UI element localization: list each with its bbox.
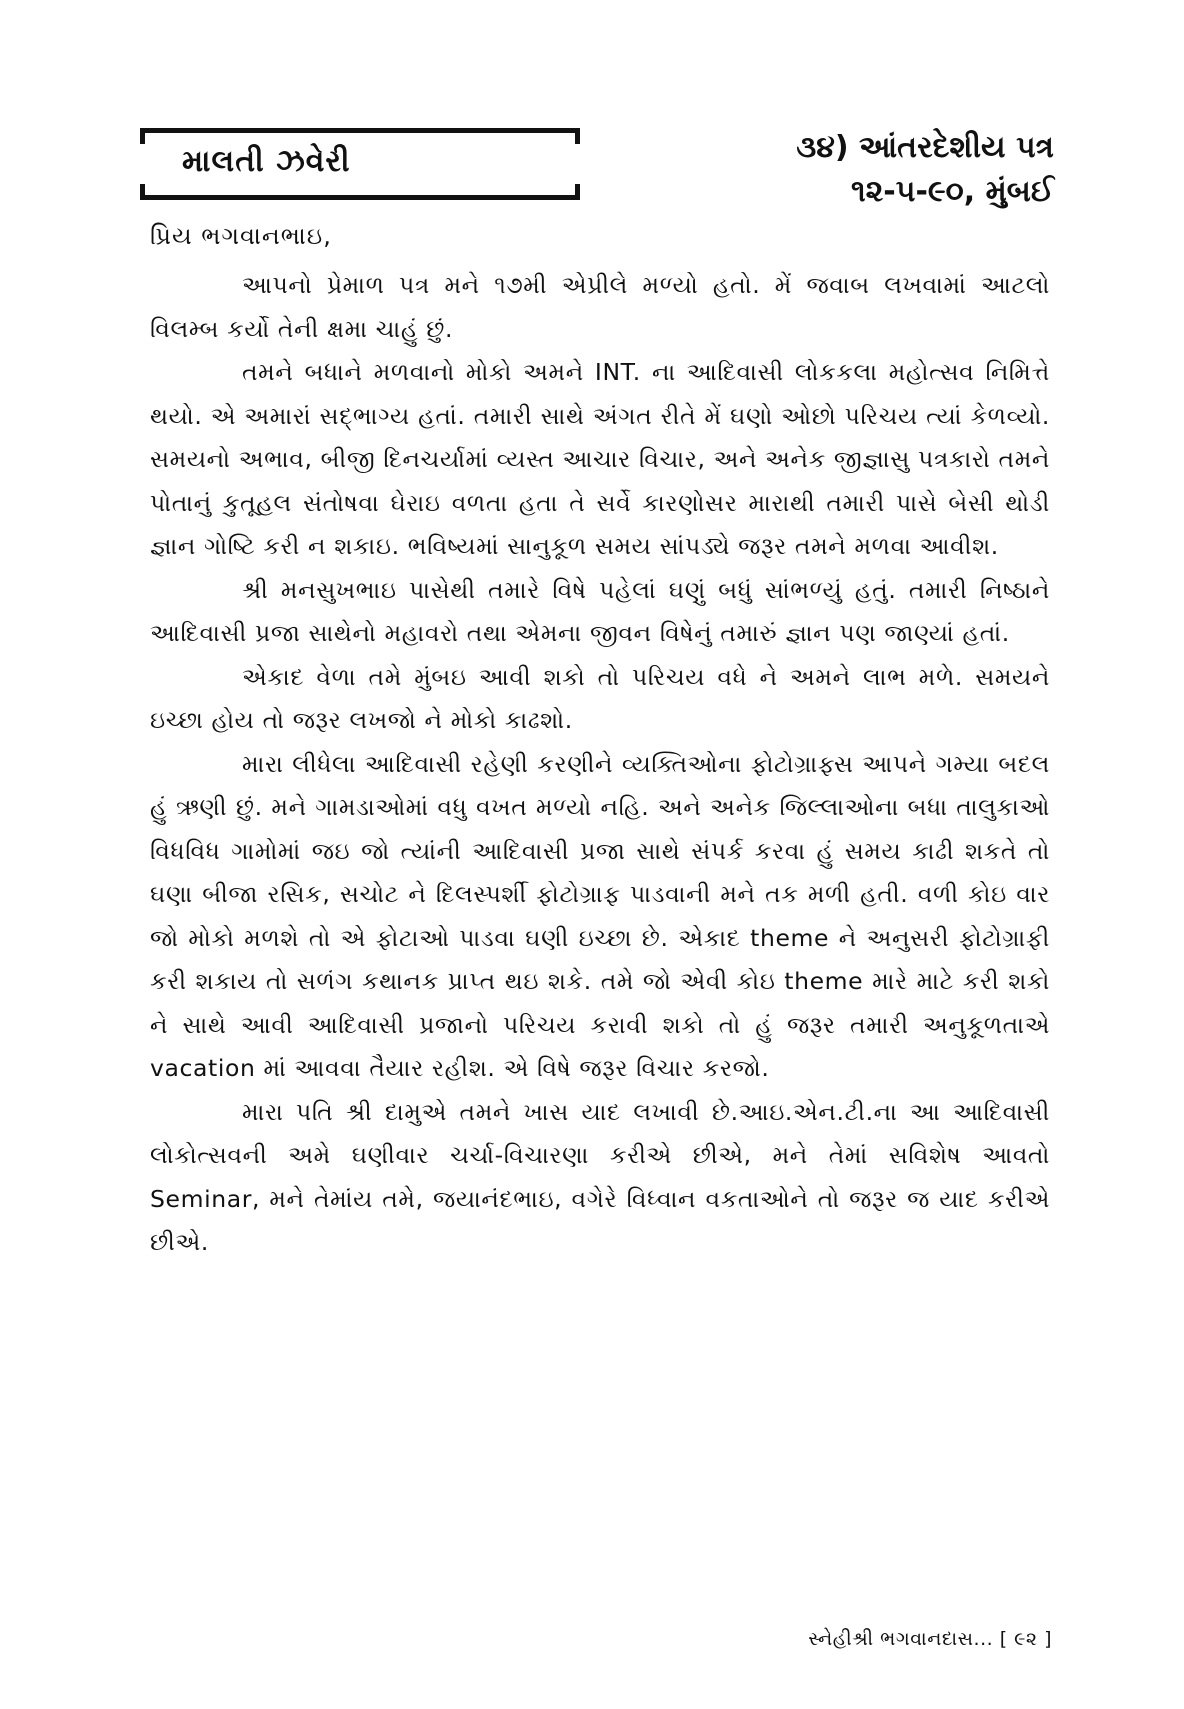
page-footer: સ્નેહીશ્રી ભગવાનદાસ... [ ૯૨ ] xyxy=(808,1628,1052,1650)
paragraph: શ્રી મનસુખભાઇ પાસેથી તમારે વિષે પહેલાં ઘણું બધું સાંભળ્યું હતું. તમારી નિષ્ઠાને આદિવાસી પ્રજા સાથેનો મહાવરો તથા એમના જીવન વિષેનું તમારું જ્ઞાન પણ જાણ્યાં હતાં. xyxy=(150,575,1050,647)
paragraph: મારા લીધેલા આદિવાસી રહેણી કરણીને વ્યક્તિઓના ફોટોગ્રાફ્સ આપને ગમ્યા બદલ હું ઋણી છું. મને ગામડાઓમાં વધુ વખત મળ્યો નહિ. અને અનેક જિલ્લાઓના બધા તાલુકાઓ વિધવિધ ગામોમાં જઇ જો ત્યાંની આદિવાસી પ્રજા સાથે સંપર્ક કરવા હું સમય કાઢી શકતે તો ઘણા બીજા રસિક, સચોટ ને દિલસ્પર્શી ફોટોગ્રાફ પાડવાની મને તક મળી હતી. વળી કોઇ વાર જો મોકો મળશે તો એ ફોટાઓ પાડવા ઘણી ઇચ્છા છે. એકાદ theme ને અનુસરી ફોટોગ્રાફી કરી શકાય તો સળંગ કથાનક પ્રાપ્ત થઇ શકે. તમે જો એવી કોઇ theme મારે માટે કરી શકો ને સાથે આવી આદિવાસી પ્રજાનો પરિચય કરાવી શકો તો હું જરૂર તમારી અનુકૂળતાએ vacation માં આવવા તૈયાર રહીશ. એ વિષે જરૂર વિચાર કરજો. xyxy=(150,749,1050,1082)
corner-tick xyxy=(140,128,145,144)
author-name-box xyxy=(140,128,580,200)
letter-header xyxy=(796,126,1054,214)
paragraph: આપનો પ્રેમાળ પત્ર મને ૧૭મી એપ્રીલે મળ્યો હતો. મેં જવાબ લખવામાં આટલો વિલમ્બ કર્યો તેની ક્ષમા ચાહું છું. xyxy=(150,271,1050,343)
letter-date-place: ૧૨-૫-૯૦, મુંબઈ xyxy=(850,174,1054,209)
corner-tick xyxy=(575,128,580,144)
paragraph: તમને બધાને મળવાનો મોકો અમને INT. ના આદિવાસી લોકકલા મહોત્સવ નિમિત્તે થયો. એ અમારાં સદ્ભાગ્ય હતાં. તમારી સાથે અંગત રીતે મેં ઘણો ઓછો પરિચય ત્યાં કેળવ્યો. સમયનો અભાવ, બીજી દિનચર્યામાં વ્યસ્ત આચાર વિચાર, અને અનેક જીજ્ઞાસુ પત્રકારો તમને પોતાનું કુતૂહલ સંતોષવા ઘેરાઇ વળતા હતા તે સર્વે કારણોસર મારાથી તમારી પાસે બેસી થોડી જ્ઞાન ગોષ્ટિ કરી ન શકાઇ. ભવિષ્યમાં સાનુકૂળ સમય સાંપડ્યે જરૂર તમને મળવા આવીશ. xyxy=(150,358,1050,560)
paragraph: મારા પતિ શ્રી દામુએ તમને ખાસ યાદ લખાવી છે.આઇ.એન.ટી.ના આ આદિવાસી લોકોત્સવની અમે ઘણીવાર ચર્ચા-વિચારણા કરીએ છીએ, મને તેમાં સવિશેષ આવતો Seminar, મને તેમાંય તમે, જયાનંદભાઇ, વગેરે વિધ્વાન વકતાઓને તો જરૂર જ યાદ કરીએ છીએ. xyxy=(150,1097,1050,1256)
paragraph: એકાદ વેળા તમે મુંબઇ આવી શકો તો પરિચય વધે ને અમને લાભ મળે. સમયને ઇચ્છા હોય તો જરૂર લખજો ને મોકો કાઢશો. xyxy=(150,662,1050,734)
author-name: માલતી ઝવેરી xyxy=(182,144,351,179)
letter-body xyxy=(150,264,1050,1265)
letter-title: ૩૪) આંતરદેશીય પત્ર xyxy=(796,130,1054,165)
bottom-rule xyxy=(140,195,580,200)
top-rule xyxy=(140,128,580,133)
salutation: પ્રિય ભગવાનભાઇ, xyxy=(150,222,332,250)
